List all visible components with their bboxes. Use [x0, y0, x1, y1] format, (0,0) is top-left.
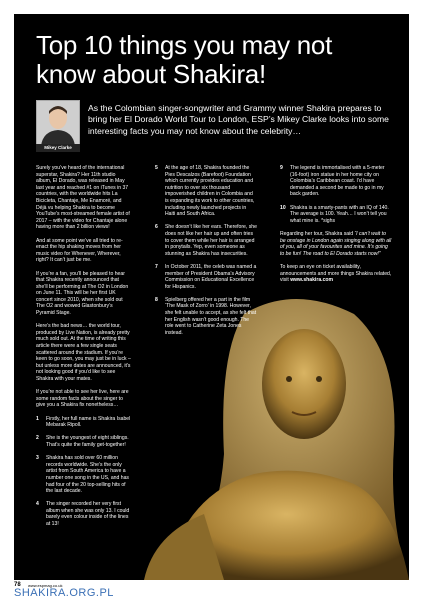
fact-item	[155, 224, 257, 257]
column-1	[36, 165, 131, 534]
fact-text: She doesn’t like her ears. Therefore, she does not like her hair up and often tries to cover them while her hair is arranged in ponytails. Yep, even someone as stunning as Shakira has insecurities.	[165, 224, 257, 257]
outro-lead: To keep an eye on ticket availability, announcements and more things Shakira related, visit	[280, 263, 392, 284]
article-title: Top 10 things you may not know about Shakira!	[36, 30, 333, 89]
fact-text: Shakira has sold over 60 million records worldwide. She’s the only artist from South America to have a number one song in the US, and has had four of the 20 top-selling hits of the last decade.	[46, 455, 129, 495]
article-page	[14, 14, 409, 580]
author-caption: Mikey Clarke	[36, 144, 80, 152]
fact-item	[36, 435, 131, 448]
fact-number: 6	[155, 224, 158, 231]
paragraph: If you’re a fan, you’ll be pleased to hear that Shakira recently announced that she’ll be performing at The O2 in London on June 11. This will be her first UK concert since 2010, when she sold out The O2 and wowed Glastonbury’s Pyramid Stage.	[36, 270, 129, 317]
fact-item	[36, 455, 131, 495]
fact-text: At the age of 18, Shakira founded the Pies Descalzos (Barefoot) Foundation which currently provides education and nutrition to over six thousand impoverished children in Colombia and is expanding its work to other countries, including newly launched projects in Haiti and South Africa.	[165, 165, 255, 218]
author-photo	[36, 100, 80, 147]
fact-number: 1	[36, 415, 39, 422]
fact-number: 4	[36, 501, 39, 508]
fact-item	[155, 165, 257, 218]
fact-number: 2	[36, 435, 39, 442]
column-3	[280, 165, 392, 290]
quote-lead: Regarding her tour, Shakira said	[280, 230, 354, 237]
fact-item	[155, 264, 257, 290]
outro-paragraph	[280, 264, 392, 284]
fact-text: The singer recorded her very first album when she was only 13. I could barely even colour inside of the lines at 13!	[46, 501, 130, 528]
article-intro: As the Colombian singer-songwriter and Grammy winner Shakira prepares to bring her El Dorado World Tour to London, ESP’s Mikey Clarke looks into some interesting facts you may not know about the celebrity…	[88, 103, 389, 136]
fact-text: She is the youngest of eight siblings. That’s quite the family get-together!	[46, 435, 129, 448]
fact-item	[36, 416, 131, 429]
page-footer	[14, 582, 409, 600]
paragraph: Surely you’ve heard of the international superstar, Shakira? Her 11th studio album, El Dorado, was released in May last year and reached #1 on iTunes in 37 countries, with the worldwide hits La Bicicleta, Chantaje, Me Enamoré, and Déjà vu helping Shakira to become YouTube’s most-streamed female artist of 2017 – with the video for Chantaje alone having more than 2 billion views!	[36, 165, 130, 231]
fact-item	[155, 297, 257, 337]
fact-number: 5	[155, 165, 158, 171]
fact-number: 8	[155, 296, 158, 303]
fact-item	[36, 501, 131, 527]
paragraph: Here’s the bad news… the world tour, produced by Live Nation, is already pretty much sold out. At the time of writing this article there were a few single seats scattered around the stadium. If you’re keen to go soon, you may just be in luck – but unless more dates are announced, it’s not looking good if you’d like to see Shakira with your mates.	[36, 323, 131, 382]
fact-number: 9	[280, 165, 283, 171]
fact-item	[280, 165, 392, 198]
fact-number: 3	[36, 455, 39, 462]
author-portrait-icon	[37, 101, 79, 146]
fact-number: 10	[280, 204, 286, 211]
fact-number: 7	[155, 263, 158, 270]
paragraph: If you’re not able to see her live, here are some random facts about the singer to give you a Shakira fix nonetheless…	[36, 389, 129, 409]
fact-text: Spielberg offered her a part in the film ‘The Mask of Zorro’ in 1998. However, she felt unable to accept, as she felt that her English wasn’t good enough. The role went to Catherine Zeta Jones instead.	[165, 296, 257, 336]
watermark: SHAKIRA.ORG.PL	[14, 587, 114, 599]
magazine-url: www.espmag.co.uk	[28, 583, 63, 588]
column-2	[155, 165, 257, 343]
fact-text: The legend is immortalised with a 5-meter (16-foot) iron statue in her home city on Colombia’s Caribbean coast. I’d have demanded a second be made to go in my back garden.	[290, 165, 385, 198]
page-number: 78	[14, 582, 21, 588]
fact-item	[280, 205, 392, 225]
fact-text: Firstly, her full name is Shakira Isabel Mebarak Ripoll.	[46, 415, 131, 429]
tour-quote: “I can’t wait to be onstage in London again singing along with all of you, all of your favourites and mine. It’s going to be fun! The road to El Dorado starts now!”	[280, 230, 392, 257]
shakira-website-link[interactable]: www.shakira.com	[290, 277, 334, 284]
paragraph: And at some point we’ve all tried to re-enact the hip shaking moves from her music video for Whenever, Wherever, right? It can’t just be me.	[36, 237, 123, 264]
fact-text: Shakira is a smarty-pants with an IQ of 140. The average is 100. Yeah… I won’t tell you what mine is. *sighs	[290, 204, 389, 224]
tour-quote-paragraph	[280, 231, 392, 257]
fact-text: In October 2011, the celeb was named a member of President Obama’s Advisory Commission on Educational Excellence for Hispanics.	[165, 263, 257, 290]
